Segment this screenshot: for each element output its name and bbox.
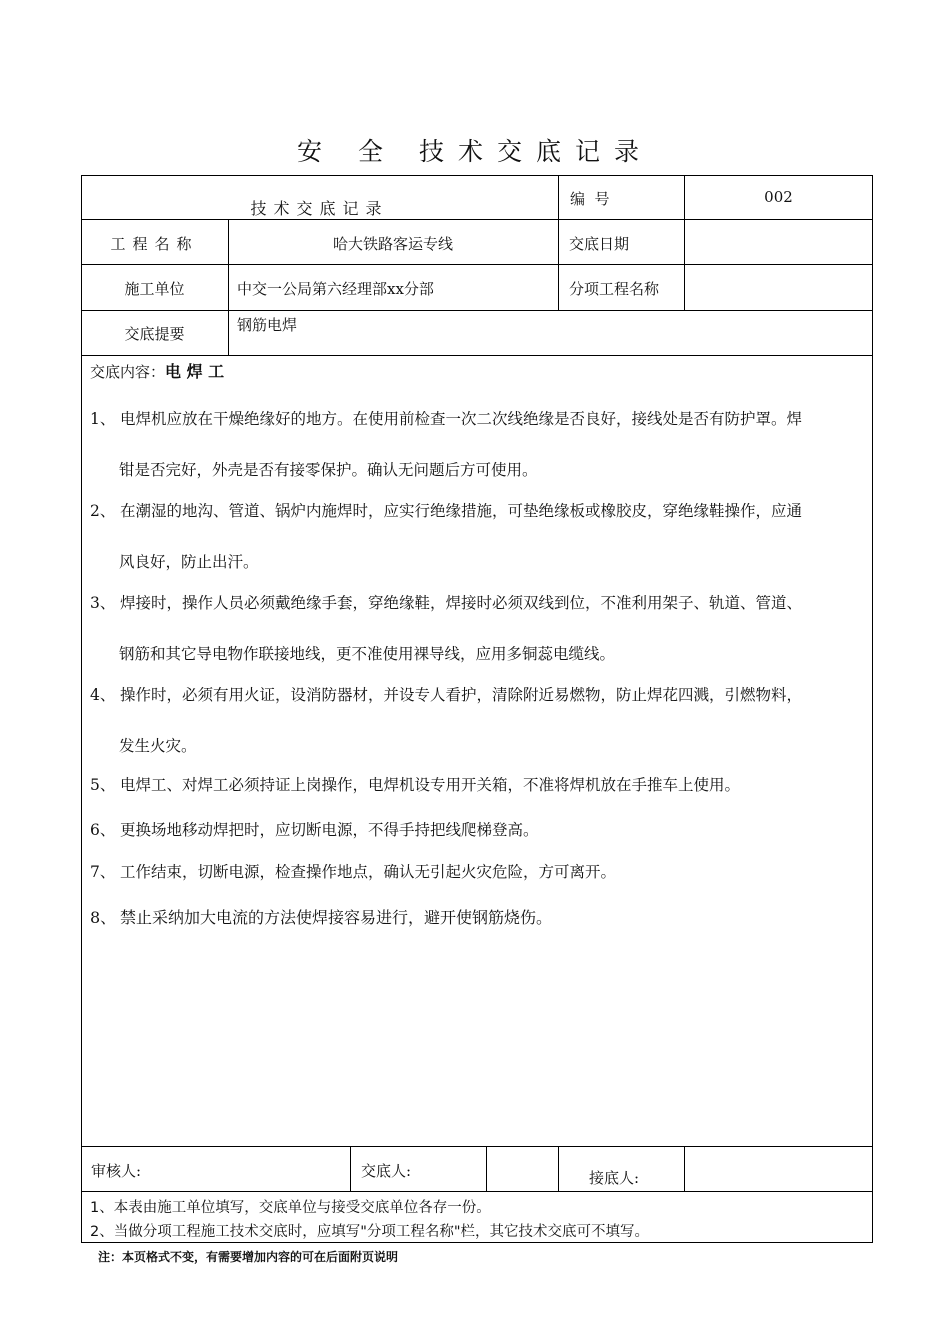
item-text: 禁止采纳加大电流的方法使焊接容易进行，避开使钢筋烧伤。 xyxy=(120,908,553,927)
item-continuation: 钢筋和其它导电物作联接地线，更不准使用裸导线，应用多铜蕊电缆线。 xyxy=(119,645,616,663)
item-text: 电焊工、对焊工必须持证上岗操作，电焊机设专用开关箱，不准将焊机放在手推车上使用。 xyxy=(120,776,741,794)
item-continuation: 钳是否完好，外壳是否有接零保护。确认无问题后方可使用。 xyxy=(119,461,538,479)
item-text: 焊接时，操作人员必须戴绝缘手套，穿绝缘鞋，焊接时必须双线到位，不准利用架子、轨道、管道、 xyxy=(120,594,803,612)
item-text: 在潮湿的地沟、管道、锅炉内施焊时，应实行绝缘措施，可垫绝缘板或橡胶皮，穿绝缘鞋操作，应通 xyxy=(120,502,803,520)
content-item xyxy=(90,499,802,521)
project-label: 工程名称 xyxy=(110,235,199,253)
number-value: 002 xyxy=(764,188,793,206)
item-number: 5、 xyxy=(90,776,116,794)
note-2: 2、当做分项工程施工技术交底时，应填写"分项工程名称"栏，其它技术交底可不填写。 xyxy=(90,1224,650,1240)
item-text: 工作结束，切断电源，检查操作地点，确认无引起火灾危险，方可离开。 xyxy=(120,863,617,881)
page-title: 安 全 技术交底记录 xyxy=(297,137,653,166)
summary-label: 交底提要 xyxy=(124,325,185,343)
unit-label: 施工单位 xyxy=(124,280,185,298)
item-text: 更换场地移动焊把时，应切断电源，不得手持把线爬梯登高。 xyxy=(120,821,539,839)
item-number: 4、 xyxy=(90,686,116,704)
item-number: 7、 xyxy=(90,863,116,881)
item-continuation: 发生火灾。 xyxy=(119,737,197,755)
number-label: 编 号 xyxy=(570,190,610,208)
summary-value: 钢筋电焊 xyxy=(237,316,298,334)
unit-value: 中交一公局第六经理部xx分部 xyxy=(237,280,434,298)
project-value: 哈大铁路客运专线 xyxy=(332,235,453,253)
content-item xyxy=(90,860,616,882)
footer-note: 注：本页格式不变，有需要增加内容的可在后面附页说明 xyxy=(98,1250,399,1264)
content-trade: 电 焊 工 xyxy=(165,362,225,381)
item-text: 操作时，必须有用火证，设消防器材，并设专人看护，清除附近易燃物，防止焊花四溅，引燃物料， xyxy=(120,686,803,704)
subitem-label: 分项工程名称 xyxy=(569,280,660,298)
content-item xyxy=(90,773,740,795)
content-label-text: 交底内容： xyxy=(90,363,166,381)
content-item xyxy=(90,683,802,705)
item-number: 3、 xyxy=(90,594,116,612)
item-continuation: 风良好，防止出汗。 xyxy=(119,553,259,571)
date-label: 交底日期 xyxy=(569,235,630,253)
reviewer-label: 审核人: xyxy=(91,1162,142,1180)
receiver-label: 接底人: xyxy=(589,1169,640,1187)
item-number: 2、 xyxy=(90,502,116,520)
item-text: 电焊机应放在干燥绝缘好的地方。在使用前检查一次二次线绝缘是否良好，接线处是否有防护罩。焊 xyxy=(120,410,803,428)
content-item xyxy=(90,591,802,613)
discloser-label: 交底人: xyxy=(361,1162,412,1180)
content-item xyxy=(90,905,552,928)
note-1: 1、本表由施工单位填写，交底单位与接受交底单位各存一份。 xyxy=(90,1200,491,1216)
content-item xyxy=(90,818,539,840)
content-label xyxy=(90,359,224,382)
record-label: 技术交底记录 xyxy=(250,199,389,218)
item-number: 1、 xyxy=(90,410,116,428)
content-item xyxy=(90,407,802,429)
item-number: 8、 xyxy=(90,908,117,927)
item-number: 6、 xyxy=(90,821,116,839)
